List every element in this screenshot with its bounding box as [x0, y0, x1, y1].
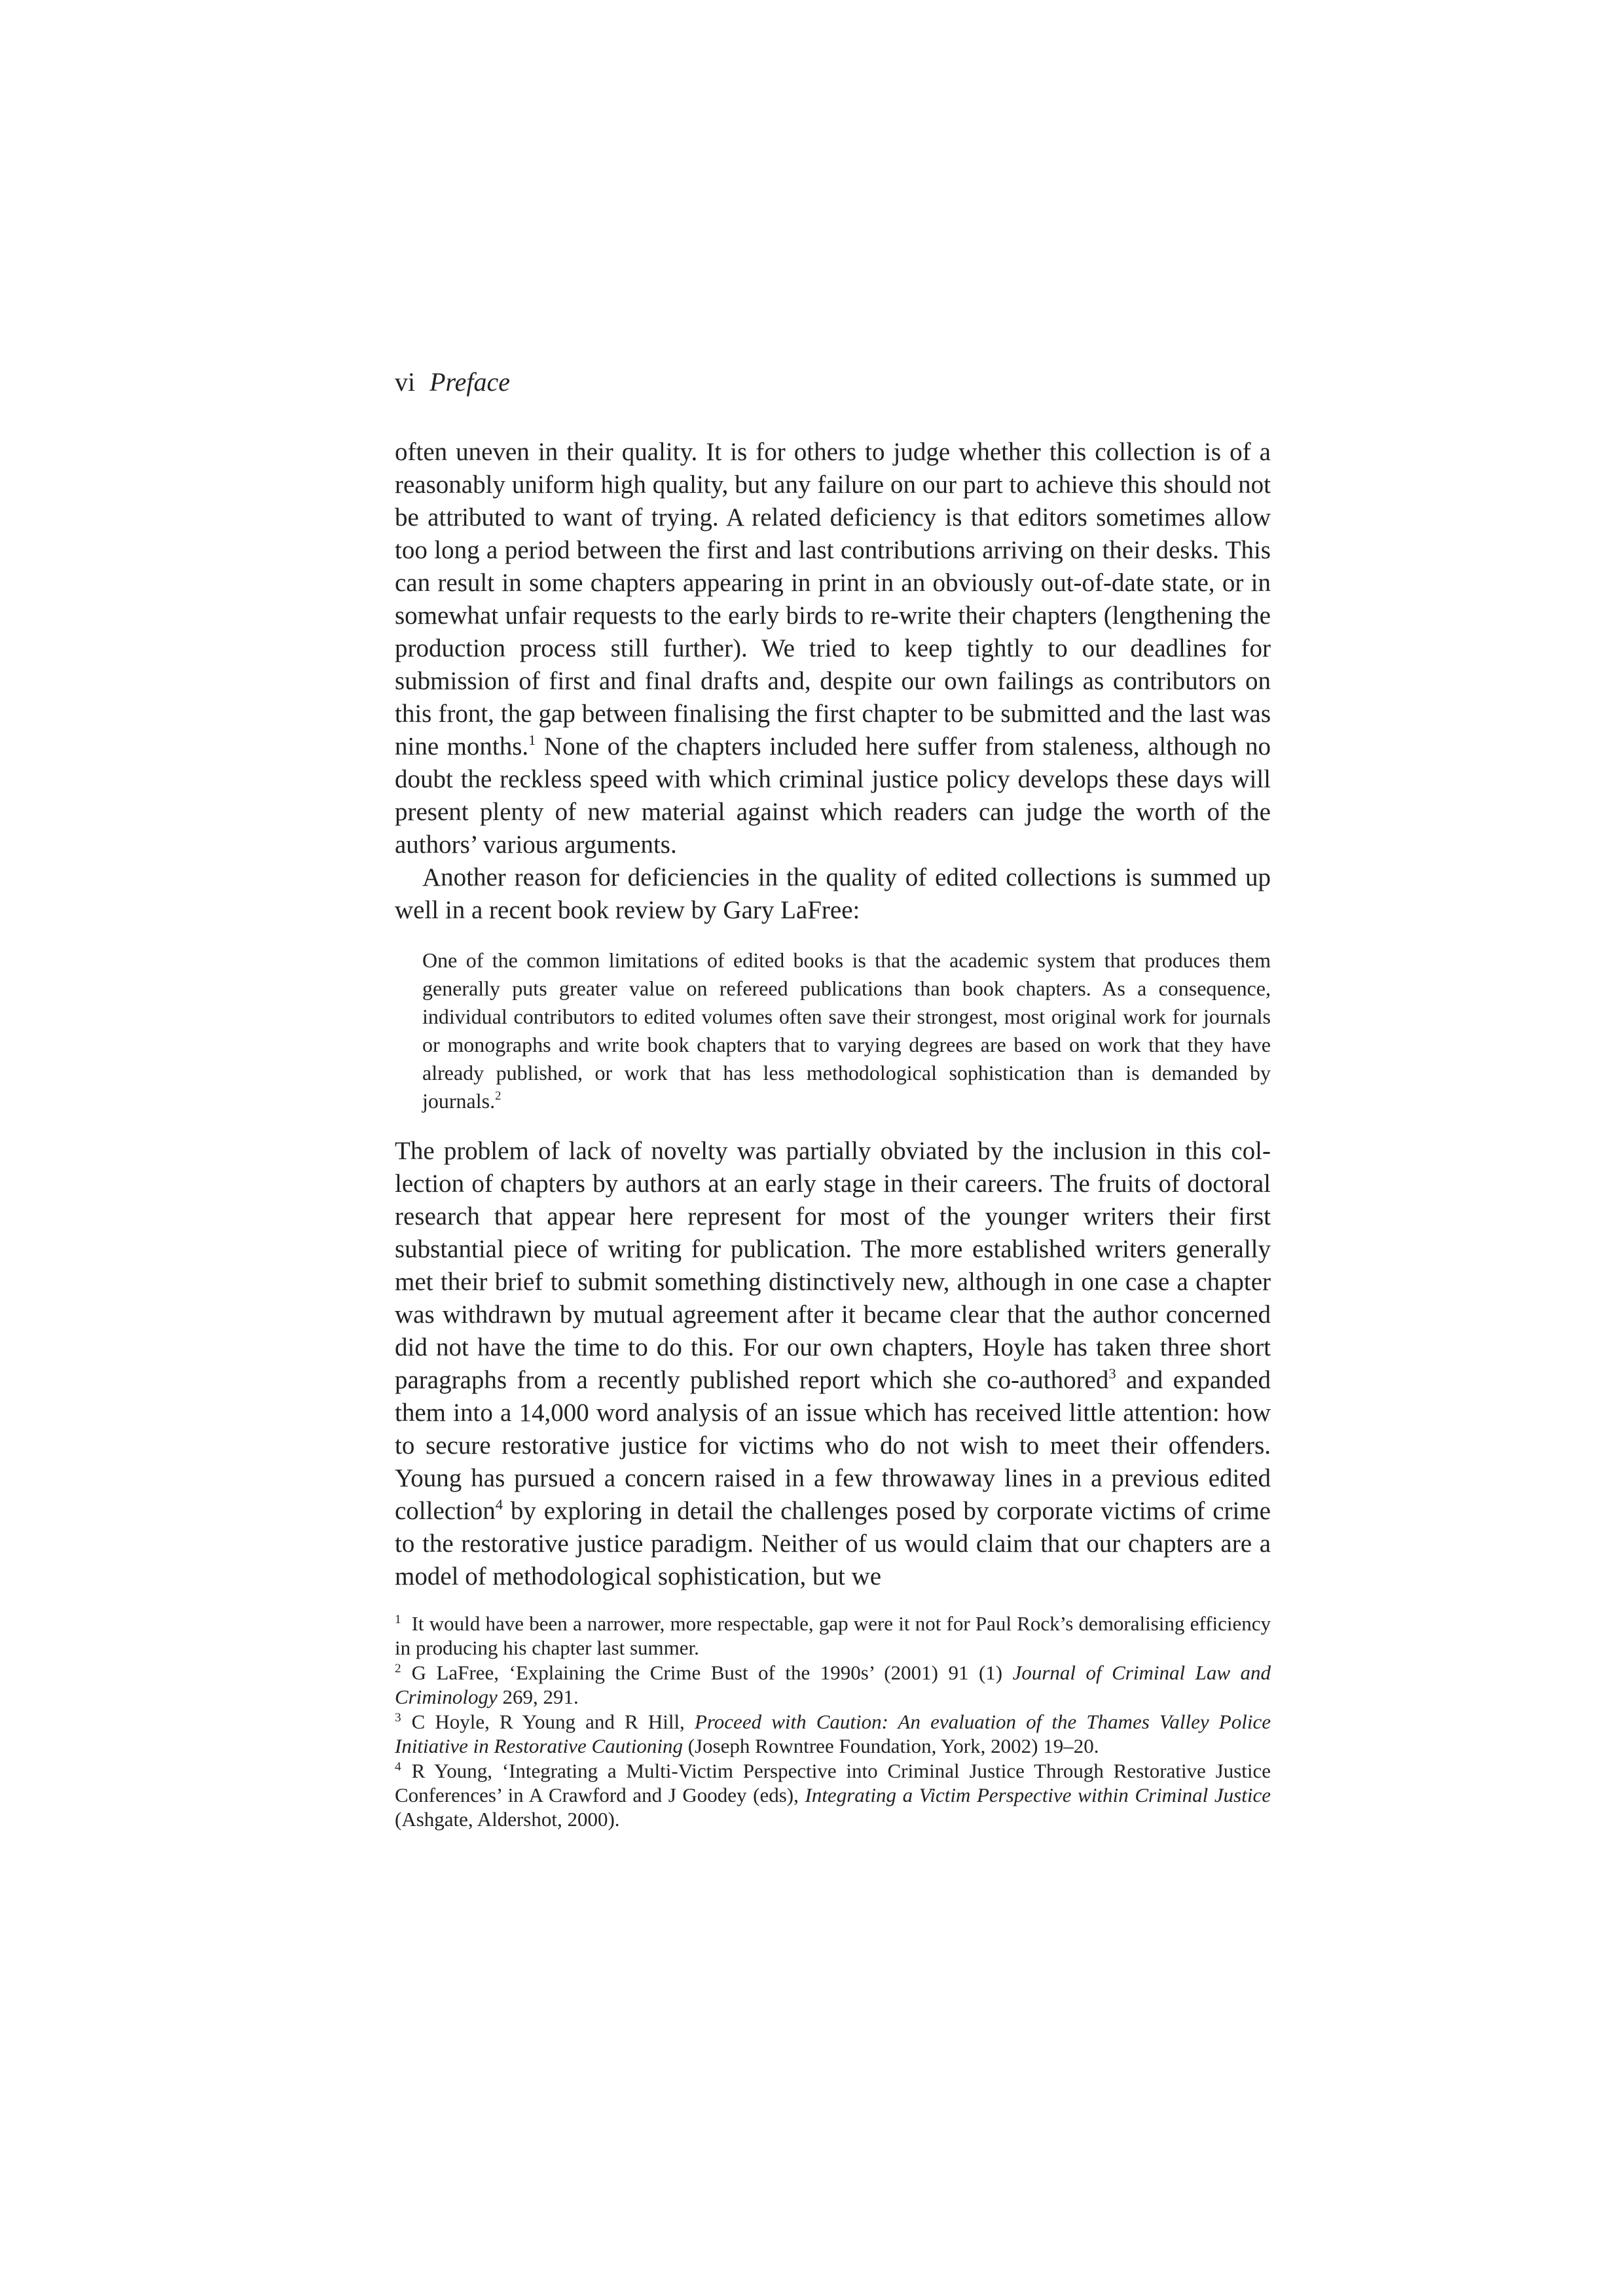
footnote-text: C Hoyle, R Young and R Hill, — [411, 1710, 695, 1733]
paragraph-1-text-b: None of the chapters included here suffer from staleness, although no doubt the reckless speed with which criminal justice policy develops these days will present plenty of new material against which readers can judge the worth of the authors’ various arguments. — [395, 732, 1271, 859]
block-quote-text: One of the common limitations of edited books is that the academic system that produces them generally puts greater value on refereed publications than book chapters. As a consequence, individual contributors to edited volumes often save their strongest, most original work for journals or monographs and write book chapters that to varying degrees are based on work that they have already published, or work that has less methodological sophistication than is demanded by journals. — [422, 948, 1271, 1113]
footnote-ref-1: 1 — [528, 731, 536, 748]
footnote-text: It would have been a narrower, more respectable, gap were it not for Paul Rock’s demoralising efficiency in producing his chapter last summer. — [395, 1612, 1271, 1659]
footnote-text: G LaFree, ‘Explaining the Crime Bust of the 1990s’ (2001) 91 (1) — [411, 1661, 1013, 1684]
chapter-title: Preface — [429, 367, 511, 397]
footnote-number: 4 — [395, 1759, 401, 1774]
footnote-italic-title: Integrating a Victim Perspective within Criminal Justice — [805, 1784, 1271, 1806]
footnote-number: 2 — [395, 1661, 401, 1676]
paragraph-2: Another reason for deficiencies in the quality of edited collections is summed up well in a recent book review by Gary LaFree: — [395, 863, 1271, 924]
footnote-text: R Young, ‘Integrating a Multi-Victim Perspective into Criminal Justice Through Restorative Justice Conferences’ in A Crawford and J Goodey (eds), — [395, 1759, 1271, 1806]
footnote-3 — [395, 1710, 1271, 1758]
footnote-italic-title: Journal of Criminal Law and Criminology — [395, 1661, 1271, 1708]
footnote-2 — [395, 1660, 1271, 1709]
footnote-ref-2: 2 — [495, 1089, 501, 1103]
footnote-text-end: 269, 291. — [497, 1685, 579, 1708]
body-text — [395, 436, 1271, 1593]
footnotes — [395, 1611, 1271, 1832]
paragraph-1-text-a: often uneven in their quality. It is for others to judge whether this collection is of a reasonably uniform high quality, but any failure on our part to achieve this should not be attributed to want of trying. A related deficiency is that editors sometimes allow too long a period between the first and last contributions arriving on their desks. This can result in some chapters appearing in print in an obviously out-of-date state, or in somewhat unfair requests to the early birds to re-write their chapters (lengthening the production process still further). We tried to keep tightly to our deadlines for submission of first and final drafts and, despite our own failings as contributors on this front, the gap between finalising the first chapter to be submitted and the last was nine months. — [395, 438, 1271, 761]
footnote-italic-title: Proceed with Caution: An evaluation of the Thames Valley Police Initiative in Restorative Cautioning — [395, 1710, 1271, 1757]
footnote-ref-4: 4 — [495, 1496, 503, 1513]
footnote-text-end: (Ashgate, Aldershot, 2000). — [395, 1808, 620, 1831]
paragraph-3-text-b: and expanded them into a 14,000 word analysis of an issue which has received little attention: how to secure restorative justice for victims who do not wish to meet their offenders. Young has pursued a concern raised in a few throwaway lines in a previous edited collection — [395, 1366, 1271, 1525]
paragraph-3 — [395, 1135, 1271, 1593]
page-number: vi — [395, 367, 416, 397]
paragraph-3-text-c: by exploring in detail the challenges posed by corporate victims of crime to the restorative justice paradigm. Neither of us would claim that our chapters are a model of methodological sophistication, but we — [395, 1497, 1271, 1590]
running-head — [395, 367, 510, 398]
footnote-4 — [395, 1759, 1271, 1831]
footnote-number: 3 — [395, 1710, 401, 1725]
paragraph-1 — [395, 436, 1271, 861]
footnote-number: 1 — [395, 1612, 401, 1626]
footnote-1 — [395, 1611, 1271, 1660]
block-quote — [422, 946, 1271, 1115]
footnote-text-end: (Joseph Rowntree Foundation, York, 2002) 19–20. — [682, 1734, 1099, 1757]
footnote-ref-3: 3 — [1108, 1365, 1116, 1382]
paragraph-3-text-a: The problem of lack of novelty was partially obviated by the inclusion in this collection of chapters by authors at an early stage in their careers. The fruits of doctoral research that appear here represent for most of the younger writers their first substantial piece of writing for publication. The more established writers generally met their brief to submit something distinctively new, although in one case a chapter was withdrawn by mutual agreement after it became clear that the author concerned did not have the time to do this. For our own chapters, Hoyle has taken three short paragraphs from a recently published report which she co-authored — [395, 1137, 1271, 1394]
